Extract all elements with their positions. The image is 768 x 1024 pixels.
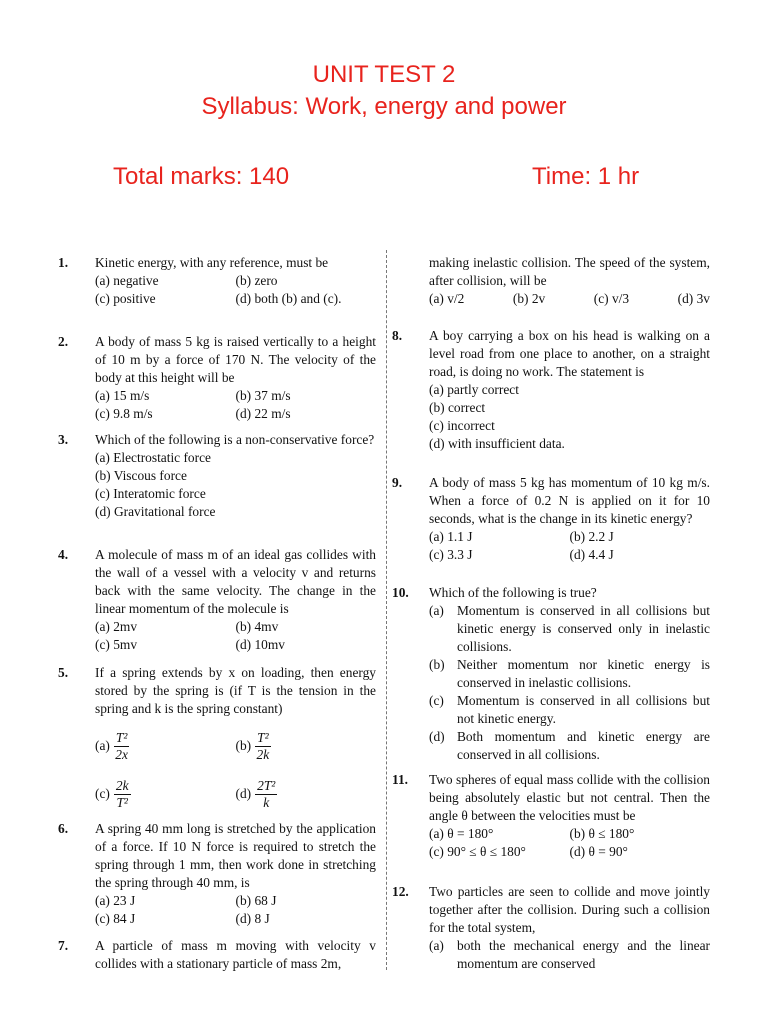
question-text: A spring 40 mm long is stretched by the application of a force. If 10 N force is required to stretch the spring through 1 mm, then work done in stretching the spring through 40 mm, is <box>95 821 376 890</box>
test-title: UNIT TEST 2 <box>312 61 456 88</box>
question-7 <box>58 937 376 973</box>
question-number: 6. <box>58 821 69 836</box>
question-text: Two spheres of equal mass collide with the collision being absolutely elastic but not central. Then the angle θ between the velocities must be <box>429 772 710 823</box>
question-text: If a spring extends by x on loading, then energy stored by the spring is (if T is the tension in the spring and k is the spring constant) <box>95 665 376 716</box>
column-divider <box>386 250 387 970</box>
option-a-text: both the mechanical energy and the linear momentum are conserved <box>457 938 710 971</box>
option-b: (b) θ ≤ 180° <box>569 826 635 841</box>
option-b: (b) 2v <box>512 291 546 306</box>
option-d: (d) 22 m/s <box>235 406 291 421</box>
option-a: (a) 15 m/s <box>95 388 150 403</box>
question-number: 9. <box>392 475 403 490</box>
question-4 <box>58 546 376 654</box>
question-text: A body of mass 5 kg is raised vertically to a height of 10 m by a force of 170 N. The velocity of the body at this height will be <box>95 334 376 385</box>
option-d: (d) 4.4 J <box>569 547 614 562</box>
option-d: (d) 10mv <box>235 637 285 652</box>
question-12 <box>392 883 710 973</box>
question-text: Two particles are seen to collide and move jointly together after the collision. During such a collision for the total system, <box>429 884 710 935</box>
question-7-continued <box>429 254 710 308</box>
option-b-text: Neither momentum nor kinetic energy is conserved in inelastic collisions. <box>457 657 710 690</box>
option-b: (b) Viscous force <box>95 468 187 483</box>
question-text: Kinetic energy, with any reference, must be <box>95 255 329 270</box>
option-c: (c) v/3 <box>593 291 630 306</box>
question-text: Which of the following is true? <box>429 585 597 600</box>
option-c-text: Momentum is conserved in all collisions but not kinetic energy. <box>457 693 710 726</box>
question-number: 10. <box>392 585 409 600</box>
option-c: (c) 9.8 m/s <box>95 406 153 421</box>
option-b-fraction: $\frac{\text{T²}}{2k}$ <box>256 729 270 762</box>
total-marks: Total marks: 140 <box>113 163 290 190</box>
option-d: (d) 8 J <box>235 911 270 926</box>
option-b: (b) 37 m/s <box>235 388 291 403</box>
option-c: (c) 90° ≤ θ ≤ 180° <box>429 844 526 859</box>
question-text: A molecule of mass m of an ideal gas collides with the wall of a vessel with a velocity v and returns back with the same velocity. The change in the linear momentum of the molecule is <box>95 547 376 616</box>
question-number: 8. <box>392 328 403 343</box>
option-d-text: Both momentum and kinetic energy are conserved in all collisions. <box>457 729 710 762</box>
option-d: (d) both (b) and (c). <box>235 291 342 306</box>
question-8 <box>392 327 710 453</box>
option-a: (a) θ = 180° <box>429 826 494 841</box>
question-text: A boy carrying a box on his head is walking on a level road from one place to another, on a straight road, is doing no work. The statement is <box>429 328 710 379</box>
option-c: (c) 5mv <box>95 637 138 652</box>
option-a-label: (a) <box>429 603 444 618</box>
option-d: (d) 3v <box>677 291 710 306</box>
question-text: Which of the following is a non-conservative force? <box>95 432 375 447</box>
question-text: A particle of mass m moving with velocity v collides with a stationary particle of mass 2m, <box>95 938 376 971</box>
option-a: (a) 2mv <box>95 619 138 634</box>
option-a: (a) negative <box>95 273 159 288</box>
question-11 <box>392 771 710 861</box>
option-a: (a) 23 J <box>95 893 136 908</box>
option-c: (c) 3.3 J <box>429 547 473 562</box>
option-c-fraction: $\frac{2k}{\text{T²}}$ <box>115 777 129 810</box>
option-c-label: (c) <box>429 693 444 708</box>
option-c: (c) 84 J <box>95 911 136 926</box>
option-b-label: (b) <box>429 657 445 672</box>
option-b-label: (b) <box>235 738 252 753</box>
option-a: (a) 1.1 J <box>429 529 473 544</box>
question-10 <box>392 584 710 764</box>
option-b: (b) 4mv <box>235 619 279 634</box>
option-c: (c) incorrect <box>429 418 495 433</box>
question-3 <box>58 431 376 521</box>
question-9 <box>392 474 710 564</box>
question-number: 12. <box>392 884 409 899</box>
question-text: A body of mass 5 kg has momentum of 10 kg m/s. When a force of 0.2 N is applied on it for 10 seconds, what is the change in its kinetic energy? <box>429 475 710 526</box>
option-c: (c) Interatomic force <box>95 486 206 501</box>
question-number: 4. <box>58 547 69 562</box>
question-text-continued: making inelastic collision. The speed of the system, after collision, will be <box>429 255 710 288</box>
option-b: (b) correct <box>429 400 486 415</box>
option-a: (a) partly correct <box>429 382 519 397</box>
option-b: (b) 2.2 J <box>569 529 614 544</box>
option-a-label: (a) <box>95 738 110 753</box>
question-number: 5. <box>58 665 69 680</box>
question-number: 7. <box>58 938 69 953</box>
question-number: 11. <box>392 772 408 787</box>
question-2 <box>58 333 376 423</box>
option-d-fraction: $\frac{\text{2T²}}{k}$ <box>257 777 276 810</box>
time-limit: Time: 1 hr <box>532 163 640 190</box>
option-a-fraction: $\frac{\text{T²}}{2x}$ <box>115 729 128 762</box>
option-a-label: (a) <box>429 938 444 953</box>
option-d: (d) with insufficient data. <box>429 436 565 451</box>
option-d-label: (d) <box>235 786 252 801</box>
option-d: (d) Gravitational force <box>95 504 216 519</box>
question-number: 1. <box>58 255 69 270</box>
question-1 <box>58 254 376 308</box>
question-5 <box>58 664 376 814</box>
option-a: (a) v/2 <box>429 291 465 306</box>
option-b: (b) 68 J <box>235 893 277 908</box>
option-d: (d) θ = 90° <box>569 844 628 859</box>
option-a: (a) Electrostatic force <box>95 450 211 465</box>
option-c-label: (c) <box>95 786 110 801</box>
question-number: 2. <box>58 334 69 349</box>
question-number: 3. <box>58 432 69 447</box>
option-b: (b) zero <box>235 273 278 288</box>
question-6 <box>58 820 376 928</box>
syllabus-line: Syllabus: Work, energy and power <box>201 93 567 120</box>
option-c: (c) positive <box>95 291 156 306</box>
option-d-label: (d) <box>429 729 445 744</box>
option-a-text: Momentum is conserved in all collisions but kinetic energy is conserved only in inelastic collisions. <box>457 603 710 654</box>
